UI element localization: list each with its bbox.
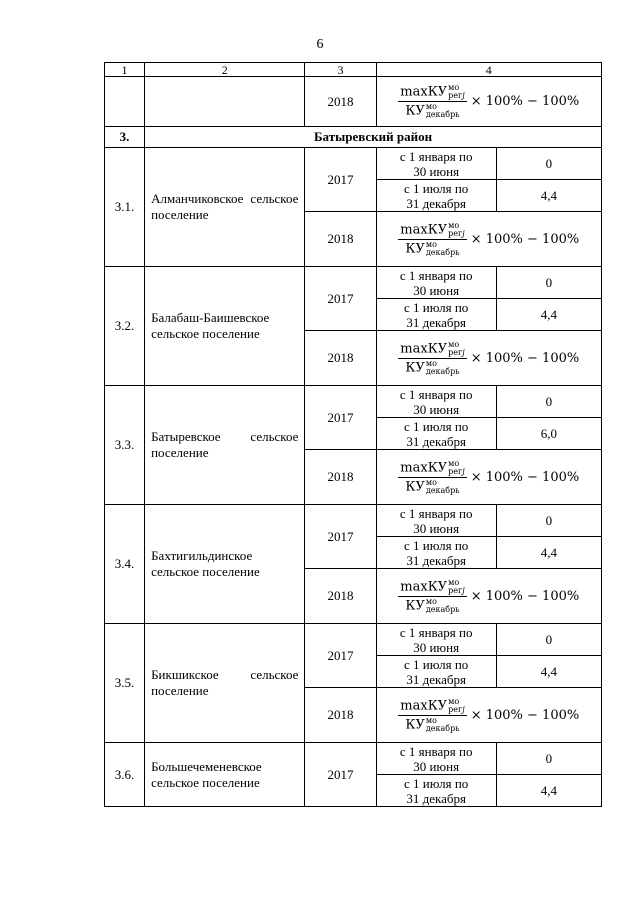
header-col-2: 2 xyxy=(145,63,305,77)
formula-cell xyxy=(376,212,601,267)
year-cell: 2018 xyxy=(305,688,376,743)
entry-row xyxy=(105,267,602,299)
growth-formula: maxКУ мо регj КУ мо декабрь × 100% − 100% xyxy=(400,339,580,376)
entry-row xyxy=(105,386,602,418)
formula-cell xyxy=(376,450,601,505)
year-cell: 2017 xyxy=(305,267,376,331)
settlement-name: Бикшикское сельское поселение xyxy=(145,624,305,743)
year-cell: 2018 xyxy=(305,212,376,267)
index-value: 0 xyxy=(496,505,601,537)
growth-formula: maxКУ мо регj КУ мо декабрь × 100% − 100% xyxy=(400,83,580,119)
entry-row xyxy=(105,505,602,537)
period-first-half: с 1 января по 30 июня xyxy=(376,386,496,418)
period-second-half: с 1 июля по 31 декабря xyxy=(376,656,496,688)
header-col-4: 4 xyxy=(376,63,601,77)
period-second-half: с 1 июля по 31 декабря xyxy=(376,418,496,450)
tariff-table xyxy=(104,62,602,807)
header-col-1: 1 xyxy=(105,63,145,77)
index-value: 4,4 xyxy=(496,299,601,331)
period-first-half: с 1 января по 30 июня xyxy=(376,267,496,299)
settlement-name: Алманчиковское сельское поселение xyxy=(145,148,305,267)
index-value: 6,0 xyxy=(496,418,601,450)
year-cell: 2017 xyxy=(305,624,376,688)
index-value: 4,4 xyxy=(496,775,601,807)
index-value: 4,4 xyxy=(496,180,601,212)
header-col-3: 3 xyxy=(305,63,376,77)
growth-formula: maxКУ мо регj КУ мо декабрь × 100% − 100% xyxy=(400,696,580,733)
year-cell: 2017 xyxy=(305,386,376,450)
year-cell: 2018 xyxy=(305,569,376,624)
index-value: 0 xyxy=(496,267,601,299)
entry-number: 3.5. xyxy=(105,624,145,743)
entry-number: 3.3. xyxy=(105,386,145,505)
formula-cell xyxy=(376,688,601,743)
year-cell: 2018 xyxy=(305,77,376,127)
entry-number: 3.6. xyxy=(105,743,145,807)
index-value: 4,4 xyxy=(496,656,601,688)
period-first-half: с 1 января по 30 июня xyxy=(376,505,496,537)
period-first-half: с 1 января по 30 июня xyxy=(376,624,496,656)
period-second-half: с 1 июля по 31 декабря xyxy=(376,537,496,569)
year-cell: 2017 xyxy=(305,505,376,569)
period-second-half: с 1 июля по 31 декабря xyxy=(376,180,496,212)
entry-number: 3.4. xyxy=(105,505,145,624)
growth-formula: maxКУ мо регj КУ мо декабрь × 100% − 100% xyxy=(400,220,580,257)
formula-cell xyxy=(376,331,601,386)
header-row xyxy=(105,63,602,77)
settlement-name: Большечеменевское сельское поселение xyxy=(145,743,305,807)
period-second-half: с 1 июля по 31 декабря xyxy=(376,775,496,807)
entry-row xyxy=(105,148,602,180)
entry-row xyxy=(105,624,602,656)
growth-formula: maxКУ мо регj КУ мо декабрь × 100% − 100% xyxy=(400,577,580,614)
settlement-name: Балабаш-Баишевское сельское поселение xyxy=(145,267,305,386)
index-value: 4,4 xyxy=(496,537,601,569)
period-second-half: с 1 июля по 31 декабря xyxy=(376,299,496,331)
period-first-half: с 1 января по 30 июня xyxy=(376,148,496,180)
section-number: 3. xyxy=(105,127,145,148)
settlement-name: Бахтигильдинское сельское поселение xyxy=(145,505,305,624)
index-value: 0 xyxy=(496,148,601,180)
section-title: Батыревский район xyxy=(145,127,602,148)
index-value: 0 xyxy=(496,743,601,775)
year-cell: 2018 xyxy=(305,450,376,505)
year-cell: 2018 xyxy=(305,331,376,386)
period-first-half: с 1 января по 30 июня xyxy=(376,743,496,775)
entry-row xyxy=(105,743,602,775)
settlement-name: Батыревское сельское поселение xyxy=(145,386,305,505)
page-number: 6 xyxy=(316,37,324,52)
year-cell: 2017 xyxy=(305,148,376,212)
index-value: 0 xyxy=(496,624,601,656)
formula-cell xyxy=(376,77,601,127)
continuation-row xyxy=(105,77,602,127)
entry-number: 3.1. xyxy=(105,148,145,267)
index-value: 0 xyxy=(496,386,601,418)
section-row xyxy=(105,127,602,148)
entry-number: 3.2. xyxy=(105,267,145,386)
growth-formula: maxКУ мо регj КУ мо декабрь × 100% − 100% xyxy=(400,458,580,495)
formula-cell xyxy=(376,569,601,624)
year-cell: 2017 xyxy=(305,743,376,807)
